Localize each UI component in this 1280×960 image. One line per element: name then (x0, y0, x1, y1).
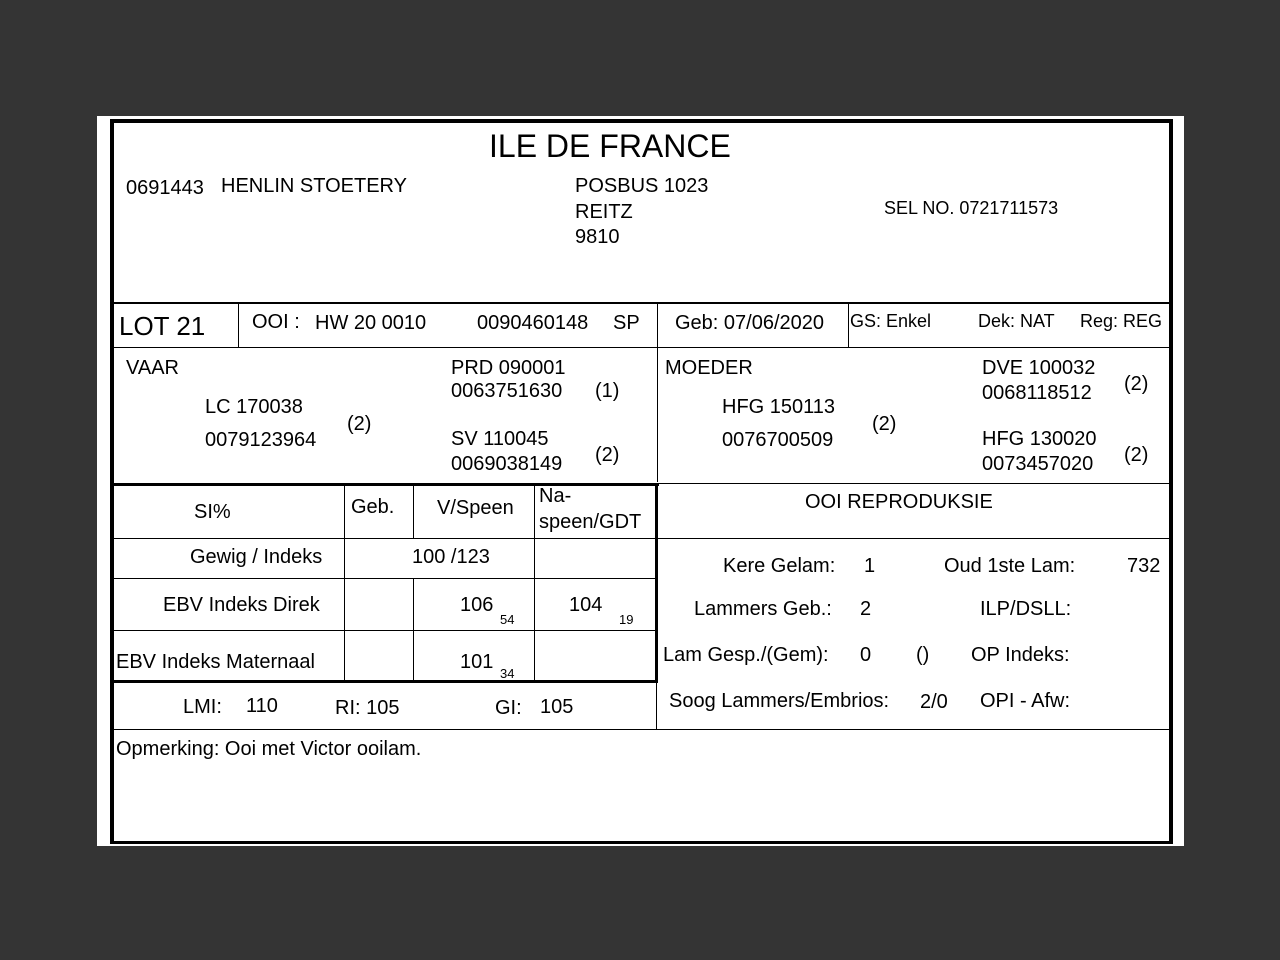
ebv-direk-naspeen: 104 (569, 594, 603, 616)
ebv-direk-naspeen-acc: 19 (619, 612, 634, 627)
lam-gesp-label: Lam Gesp./(Gem): (663, 644, 829, 666)
perf-col-line-1 (344, 486, 345, 680)
lam-gesp-value: 0 (860, 644, 872, 666)
perf-row-line-1 (114, 538, 658, 539)
ooi-number: 0090460148 (477, 312, 589, 334)
ebv-maternaal-label: EBV Indeks Maternaal (116, 651, 315, 673)
opmerking: Opmerking: Ooi met Victor ooilam. (116, 738, 422, 760)
lammers-geb-value: 2 (860, 598, 872, 620)
gewig-vspeen: 100 /123 (412, 546, 490, 568)
header-vspeen: V/Speen (437, 497, 514, 519)
ooi-grade: SP (613, 312, 640, 334)
lot-row-bottom-line (114, 347, 1169, 348)
perf-top-line (114, 483, 659, 486)
perf-row-line-2 (114, 578, 658, 579)
address-line-3: 9810 (575, 226, 620, 248)
lot-row-top-line (114, 302, 1169, 304)
frame-bottom (110, 841, 1173, 844)
sel-no: SEL NO. 0721711573 (884, 198, 1059, 218)
breeder-number: 0691443 (126, 177, 204, 199)
header-naspeen-1: Na- (539, 485, 572, 507)
oud-1ste-lam-value: 732 (1127, 555, 1161, 577)
header-geb: Geb. (351, 496, 395, 518)
frame-top (110, 119, 1173, 123)
address-line-1: POSBUS 1023 (575, 175, 709, 197)
kere-gelam-value: 1 (864, 555, 876, 577)
repro-left-line (656, 683, 657, 729)
perf-row-line-3 (114, 630, 658, 631)
reg-type: Reg: REG (1080, 311, 1163, 331)
vaar-number: 0079123964 (205, 429, 317, 451)
op-indeks-label: OP Indeks: (971, 644, 1070, 666)
perf-col-line-2b (413, 578, 414, 680)
sire-sire-count: (1) (595, 380, 620, 402)
sire-dam-count: (2) (595, 444, 620, 466)
vaar-label: VAAR (126, 357, 179, 379)
address-line-2: REITZ (575, 201, 633, 223)
oud-1ste-lam-label: Oud 1ste Lam: (944, 555, 1076, 577)
frame-left (110, 119, 114, 844)
ebv-maternaal-vspeen-acc: 34 (500, 666, 515, 681)
dam-sire-number: 0068118512 (982, 382, 1092, 404)
lam-gesp-gem: () (916, 644, 930, 666)
gewig-label: Gewig / Indeks (190, 546, 323, 568)
ooi-label: OOI : (252, 311, 300, 333)
lmi-value: 110 (246, 695, 278, 717)
lammers-geb-label: Lammers Geb.: (694, 598, 832, 620)
dam-dam-id: HFG 130020 (982, 428, 1097, 450)
vaar-id: LC 170038 (205, 396, 303, 418)
ooi-divider (657, 302, 658, 482)
lot-divider (238, 302, 239, 347)
dam-sire-count: (2) (1124, 373, 1149, 395)
moeder-id: HFG 150113 (722, 396, 836, 418)
perf-bottom-line (114, 680, 658, 683)
breed-title: ILE DE FRANCE (489, 128, 731, 164)
ebv-direk-vspeen-acc: 54 (500, 612, 515, 627)
opi-label: OPI - Afw: (980, 690, 1071, 712)
vaar-count: (2) (347, 413, 372, 435)
stats-bottom-line (114, 729, 1169, 730)
birth-date: Geb: 07/06/2020 (675, 312, 825, 334)
perf-right-line (655, 483, 658, 683)
perf-col-line-3 (534, 486, 535, 680)
breeder-name: HENLIN STOETERY (221, 175, 407, 197)
geb-divider (848, 302, 849, 347)
header-si: SI% (194, 501, 231, 523)
soog-value: 2/0 (920, 691, 948, 713)
lot-number: LOT 21 (119, 311, 206, 341)
sire-sire-id: PRD 090001 (451, 357, 566, 379)
ebv-direk-label: EBV Indeks Direk (163, 594, 320, 616)
kere-gelam-label: Kere Gelam: (723, 555, 836, 577)
moeder-number: 0076700509 (722, 429, 834, 451)
gi-value: 105 (540, 696, 574, 718)
sale-card (97, 116, 1184, 846)
dam-dam-number: 0073457020 (982, 453, 1094, 475)
gi-label: GI: (495, 697, 522, 719)
ooi-id: HW 20 0010 (315, 312, 427, 334)
repro-header-line (658, 538, 1169, 539)
header-naspeen-2: speen/GDT (539, 511, 642, 533)
moeder-label: MOEDER (665, 357, 753, 379)
ebv-maternaal-vspeen: 101 (460, 651, 494, 673)
gs-type: GS: Enkel (850, 311, 932, 331)
ilp-label: ILP/DSLL: (980, 598, 1072, 620)
dek-type: Dek: NAT (978, 311, 1055, 331)
ri-value: RI: 105 (335, 697, 400, 719)
sire-dam-id: SV 110045 (451, 428, 549, 450)
repro-title: OOI REPRODUKSIE (805, 491, 993, 513)
sire-sire-number: 0063751630 (451, 380, 563, 402)
frame-right (1169, 119, 1173, 844)
dam-dam-count: (2) (1124, 444, 1149, 466)
ebv-direk-vspeen: 106 (460, 594, 494, 616)
sire-dam-number: 0069038149 (451, 453, 563, 475)
perf-col-line-2 (413, 486, 414, 538)
repro-top-line (659, 483, 1169, 484)
moeder-count: (2) (872, 413, 897, 435)
soog-label: Soog Lammers/Embrios: (669, 690, 890, 712)
lmi-label: LMI: (183, 696, 222, 718)
dam-sire-id: DVE 100032 (982, 357, 1096, 379)
